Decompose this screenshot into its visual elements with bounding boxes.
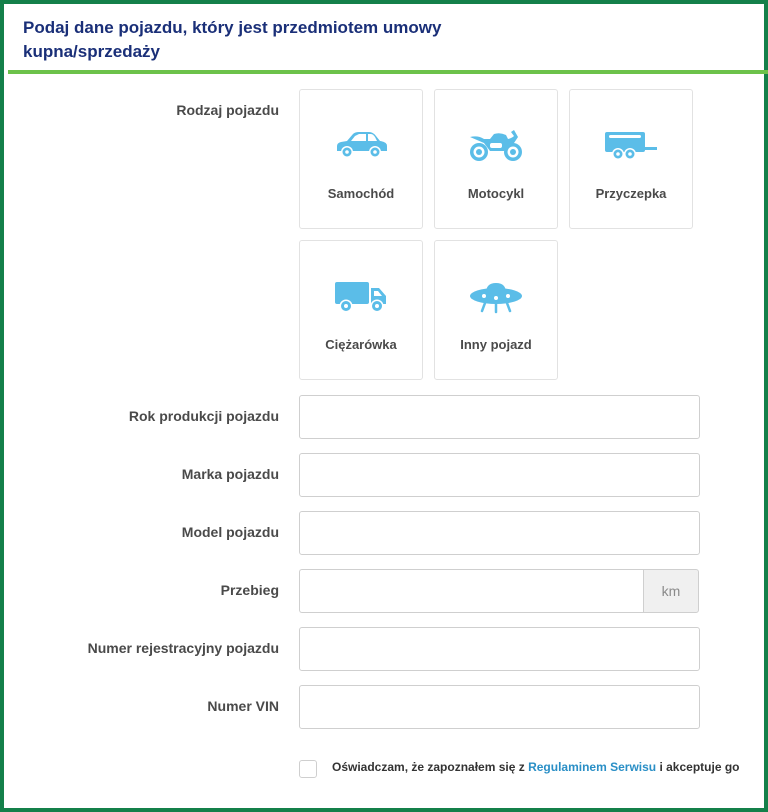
page-title: Podaj dane pojazdu, który jest przedmiotem umowy kupna/sprzedaży [23, 18, 442, 61]
terms-checkbox[interactable] [299, 760, 317, 778]
vehicle-option-label: Ciężarówka [325, 337, 397, 352]
vehicle-option-car[interactable] [299, 89, 423, 229]
vin-input[interactable] [299, 685, 700, 729]
vehicle-option-label: Inny pojazd [460, 337, 532, 352]
vin-label: Numer VIN [207, 698, 279, 714]
terms-link[interactable]: Regulaminem Serwisu [528, 760, 657, 774]
vehicle-option-trailer[interactable] [569, 89, 693, 229]
mileage-unit: km [643, 569, 699, 613]
truck-icon [300, 277, 422, 317]
mileage-label: Przebieg [220, 582, 279, 598]
motorcycle-icon [435, 126, 557, 166]
registration-input[interactable] [299, 627, 700, 671]
terms-text-after: i akceptuje go [656, 760, 740, 774]
vehicle-option-label: Motocykl [467, 186, 525, 201]
trailer-icon [570, 126, 692, 166]
vehicle-option-label: Przyczepka [595, 186, 667, 201]
model-label: Model pojazdu [181, 524, 279, 540]
vehicle-option-label: Samochód [327, 186, 395, 201]
mileage-input-group [299, 569, 700, 613]
panel-header [8, 8, 768, 74]
year-input[interactable] [299, 395, 700, 439]
make-label: Marka pojazdu [181, 466, 279, 482]
vehicle-option-motorcycle[interactable] [434, 89, 558, 229]
terms-text-before: Oświadczam, że zapoznałem się z [332, 760, 529, 774]
year-label: Rok produkcji pojazdu [128, 408, 279, 424]
car-icon [300, 126, 422, 166]
vehicle-type-label: Rodzaj pojazdu [176, 102, 279, 118]
model-input[interactable] [299, 511, 700, 555]
vehicle-option-truck[interactable] [299, 240, 423, 380]
vehicle-option-other[interactable] [434, 240, 558, 380]
make-input[interactable] [299, 453, 700, 497]
terms-consent-text [332, 758, 742, 776]
mileage-input[interactable] [299, 569, 644, 613]
ufo-icon [435, 277, 557, 317]
registration-label: Numer rejestracyjny pojazdu [87, 640, 279, 656]
